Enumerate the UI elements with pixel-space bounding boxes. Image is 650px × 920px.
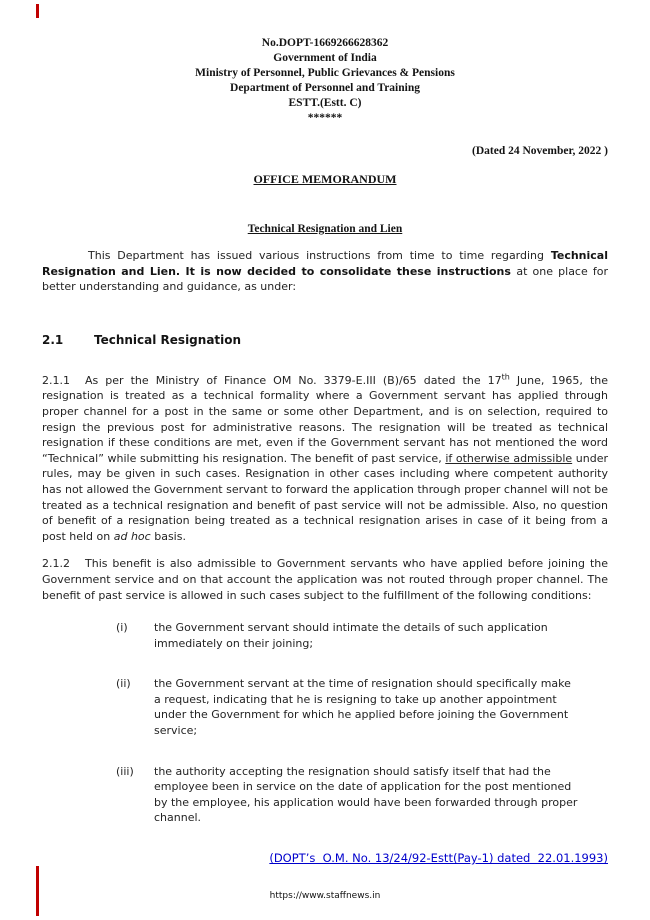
header-asterisks: ****** xyxy=(307,112,343,124)
subject-text: Technical Resignation and Lien xyxy=(247,223,403,235)
paragraph-2-1-2 xyxy=(42,556,608,603)
intro-paragraph xyxy=(42,248,608,295)
org-line-estt: ESTT.(Estt. C) xyxy=(288,97,362,109)
reference-line xyxy=(42,851,608,865)
list-item-text: the Government servant at the time of resignation should specifically make a request, indicating that he is resigning to take up another appointment under the Government for which he applied before joining the Government service; xyxy=(154,677,571,738)
list-item-text: the authority accepting the resignation should satisfy itself that had the employee been in service on the date of application for the post mentioned by the employee, his application would have been forwarded through proper channel. xyxy=(154,764,578,825)
paragraph-2-1-1-segment-4: basis. xyxy=(150,529,186,543)
section-heading xyxy=(42,333,608,347)
list-item-text: the Government servant should intimate the details of such application immediately on their joining; xyxy=(154,621,548,650)
list-item xyxy=(116,676,580,738)
list-item-number: (ii) xyxy=(116,677,131,691)
section-number: 2.1 xyxy=(42,332,64,347)
intro-segment-1: This Department has issued various instructions from time to time regarding xyxy=(88,249,551,262)
ordinal-superscript: th xyxy=(501,372,510,382)
staffnews-url-link[interactable]: https://www.staffnews.in xyxy=(269,891,381,902)
footer xyxy=(42,891,608,901)
document-header xyxy=(42,36,608,126)
paragraph-2-1-2-text: This benefit is also admissible to Government servants who have applied before joining the Government service and on that account the application was not routed through proper channel. The benefit of past service is allowed in such cases subject to the fulfillment of the following conditions: xyxy=(42,557,608,602)
date-line: (Dated 24 November, 2022 ) xyxy=(472,145,608,157)
paragraph-2-1-1-number: 2.1.1 xyxy=(42,373,70,387)
red-margin-mark-bottom xyxy=(36,866,39,916)
paragraph-2-1-1 xyxy=(42,373,608,545)
list-item-number: (iii) xyxy=(116,764,134,778)
conditions-list xyxy=(42,620,608,826)
paragraph-2-1-2-number: 2.1.2 xyxy=(42,557,70,571)
red-margin-mark-top xyxy=(36,4,39,18)
list-item-number: (i) xyxy=(116,621,128,635)
org-line-government: Government of India xyxy=(273,52,377,64)
dopt-om-reference-link[interactable]: (DOPT’s O.M. No. 13/24/92-Estt(Pay-1) dated 22.01.1993) xyxy=(269,851,608,866)
paragraph-2-1-1-italic-phrase: ad hoc xyxy=(113,529,151,543)
paragraph-2-1-1-segment-3: under rules, may be given in such cases. Resignation in other cases including where competent authority has not allowed the Government servant to forward the application through proper channel will not be treated as a technical resignation and benefit of past service will not be admissible. Also, no question of benefit of a resignation being treated as a technical resignation arises in case of it being from a post held on xyxy=(42,451,608,543)
subject-line xyxy=(42,223,608,235)
reference-number: No.DOPT-1669266628362 xyxy=(261,37,389,49)
paragraph-2-1-1-segment-2: June, 1965, the resignation is treated as a technical formality where a Government servant has applied through proper channel for a post in the same or some other Department, and is on selection, required to resign the previous post for administrative reasons. The resignation will be treated as technical resignation if these conditions are met, even if the Government servant has not mentioned the word “Technical” while submitting his resignation. The benefit of past service, xyxy=(42,373,608,465)
org-line-ministry: Ministry of Personnel, Public Grievances & Pensions xyxy=(195,67,455,79)
org-line-department: Department of Personnel and Training xyxy=(230,82,420,94)
list-item xyxy=(116,764,580,826)
paragraph-2-1-1-underlined-phrase: if otherwise admissible xyxy=(445,451,573,465)
section-title: Technical Resignation xyxy=(94,332,242,347)
intro-segment-2: at one place for better understanding and guidance, as under: xyxy=(42,264,608,294)
memo-title xyxy=(42,172,608,187)
paragraph-2-1-1-segment-1: As per the Ministry of Finance OM No. 3379-E.III (B)/65 dated the 17 xyxy=(85,373,502,387)
intro-segment-bold: Technical Resignation and Lien. It is now decided to consolidate these instructions xyxy=(42,249,608,278)
memo-title-text: OFFICE MEMORANDUM xyxy=(253,172,397,186)
list-item xyxy=(116,620,580,651)
